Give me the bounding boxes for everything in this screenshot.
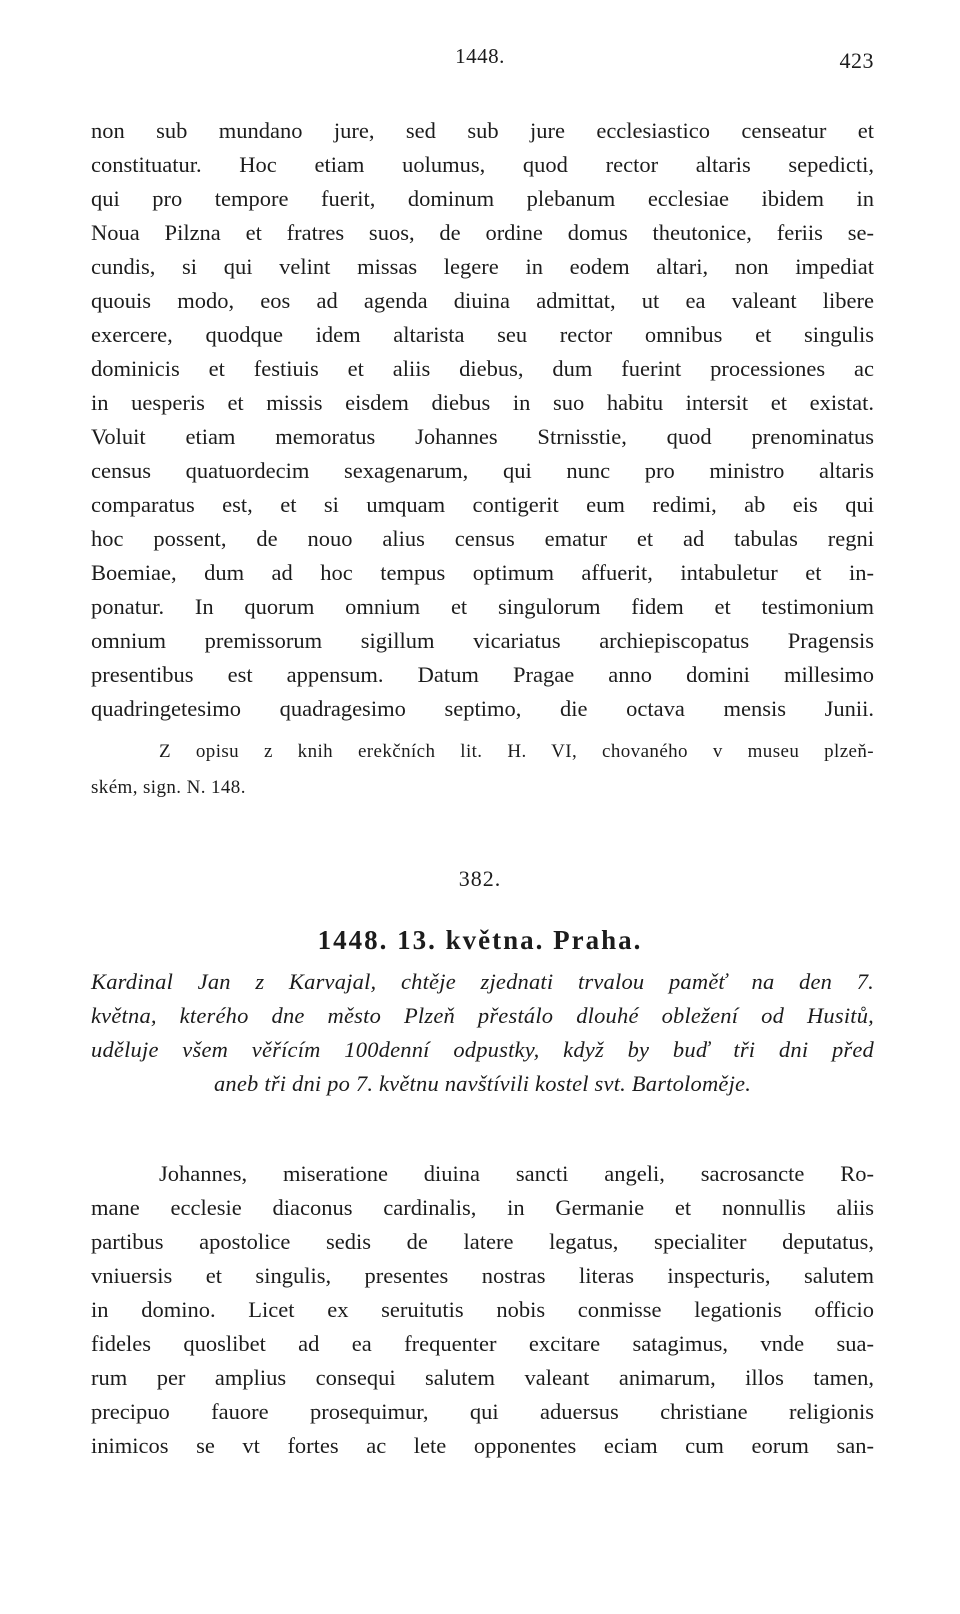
text-line: hoc possent, de nouo alius census ematur et ad tabulas regni xyxy=(91,526,874,551)
text-line: in uesperis et missis eisdem diebus in suo habitu intersit et existat. xyxy=(91,390,874,415)
text-line: fideles quoslibet ad ea frequenter excitare satagimus, vnde sua- xyxy=(91,1331,874,1356)
text-line: in domino. Licet ex seruitutis nobis conmisse legationis officio xyxy=(91,1297,874,1322)
regest-line: Kardinal Jan z Karvajal, chtěje zjednati trvalou paměť na den 7. xyxy=(91,969,874,994)
regest-line: uděluje všem věřícím 100denní odpustky, když by buď tři dni před xyxy=(91,1037,874,1062)
text-line: vniuersis et singulis, presentes nostras literas inspecturis, salutem xyxy=(91,1263,874,1288)
continued-document-text xyxy=(91,114,874,726)
source-note xyxy=(91,734,874,806)
text-line: exercere, quodque idem altarista seu rector omnibus et singulis xyxy=(91,322,874,347)
document-text xyxy=(91,1157,874,1463)
text-line: inimicos se vt fortes ac lete opponentes eciam cum eorum san- xyxy=(91,1433,874,1458)
text-line: dominicis et festiuis et aliis diebus, dum fuerint processiones ac xyxy=(91,356,874,381)
text-line: quadringetesimo quadragesimo septimo, die octava mensis Junii. xyxy=(91,696,874,721)
text-line: constituatur. Hoc etiam uolumus, quod rector altaris sepedicti, xyxy=(91,152,874,177)
regest-line: aneb tři dni po 7. květnu navštívili kostel svt. Bartoloměje. xyxy=(213,1071,752,1096)
text-line: Johannes, miseratione diuina sancti angeli, sacrosancte Ro- xyxy=(159,1161,874,1186)
document-heading: 1448. 13. května. Praha. xyxy=(317,925,643,955)
text-line: Boemiae, dum ad hoc tempus optimum affuerit, intabuletur et in- xyxy=(91,560,874,585)
text-line: partibus apostolice sedis de latere legatus, specialiter deputatus, xyxy=(91,1229,874,1254)
text-line: presentibus est appensum. Datum Pragae anno domini millesimo xyxy=(91,662,874,687)
text-line: quouis modo, eos ad agenda diuina admittat, ut ea valeant libere xyxy=(91,288,874,313)
document-number: 382. xyxy=(458,866,502,891)
text-line: non sub mundano jure, sed sub jure ecclesiastico censeatur et xyxy=(91,118,874,143)
text-line: Noua Pilzna et fratres suos, de ordine domus theutonice, feriis se- xyxy=(91,220,874,245)
text-line: cundis, si qui velint missas legere in eodem altari, non impediat xyxy=(91,254,874,279)
text-line: omnium premissorum sigillum vicariatus archiepiscopatus Pragensis xyxy=(91,628,874,653)
regest-line: května, kterého dne město Plzeň přestálo dlouhé obležení od Husitů, xyxy=(91,1003,874,1028)
text-line: Voluit etiam memoratus Johannes Strnisstie, quod prenominatus xyxy=(91,424,874,449)
document-regest xyxy=(91,965,874,1101)
text-line: comparatus est, et si umquam contigerit eum redimi, ab eis qui xyxy=(91,492,874,517)
page-number: 423 xyxy=(839,48,874,73)
text-line: mane ecclesie diaconus cardinalis, in Germanie et nonnullis aliis xyxy=(91,1195,874,1220)
text-line: census quatuordecim sexagenarum, qui nunc pro ministro altaris xyxy=(91,458,874,483)
text-line: qui pro tempore fuerit, dominum plebanum ecclesiae ibidem in xyxy=(91,186,874,211)
source-note-line: Z opisu z knih erekčních lit. H. VI, chovaného v museu plzeň- xyxy=(159,741,874,762)
running-header-year: 1448. xyxy=(455,44,505,68)
text-line: rum per amplius consequi salutem valeant animarum, illos tamen, xyxy=(91,1365,874,1390)
text-line: ponatur. In quorum omnium et singulorum fidem et testimonium xyxy=(91,594,874,619)
source-note-line: ském, sign. N. 148. xyxy=(91,777,246,798)
text-line: precipuo fauore prosequimur, qui aduersus christiane religionis xyxy=(91,1399,874,1424)
